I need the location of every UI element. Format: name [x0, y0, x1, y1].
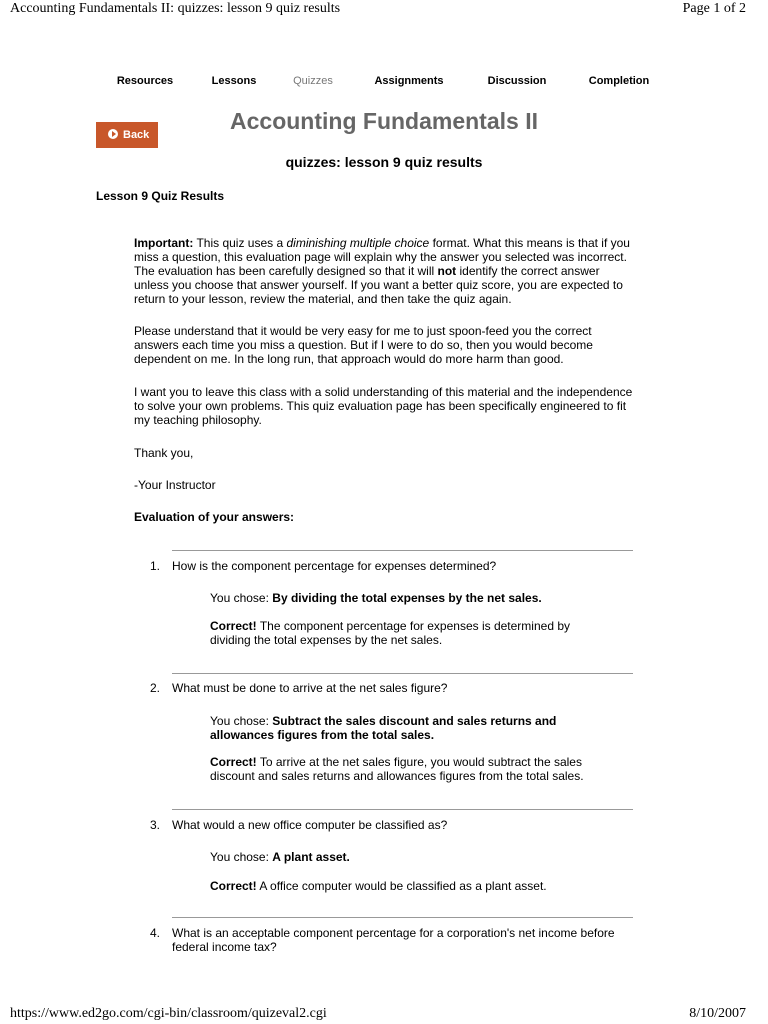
nav-quizzes[interactable]: Quizzes	[293, 75, 333, 87]
print-header	[0, 0, 768, 20]
answer-feedback: Correct! A office computer would be classified as a plant asset.	[210, 879, 547, 893]
print-header-title: Accounting Fundamentals II: quizzes: lesson 9 quiz results	[10, 1, 341, 16]
question-number: 1.	[150, 559, 161, 573]
page-title: Accounting Fundamentals II	[230, 108, 538, 134]
chosen-answer: You chose: By dividing the total expenses by the net sales.	[210, 591, 542, 605]
question-number: 4.	[150, 926, 161, 940]
nav-assignments[interactable]: Assignments	[374, 75, 444, 87]
divider	[172, 917, 633, 918]
print-header-page: Page 1 of 2	[682, 1, 746, 16]
divider	[172, 673, 633, 674]
print-footer-url: https://www.ed2go.com/cgi-bin/classroom/quizeval2.cgi	[10, 1006, 327, 1021]
main-nav	[0, 75, 768, 91]
divider	[172, 550, 633, 551]
question-number: 2.	[150, 681, 161, 695]
divider	[172, 809, 633, 810]
chosen-answer: You chose: Subtract the sales discount and sales returns and allowances figures from the total sales.	[210, 714, 557, 742]
question-text: What is an acceptable component percentage for a corporation's net income before federal income tax?	[172, 926, 615, 954]
question-text: How is the component percentage for expenses determined?	[172, 559, 497, 573]
print-footer	[0, 1006, 768, 1024]
chosen-answer: You chose: A plant asset.	[210, 850, 350, 864]
intro-paragraph-3: I want you to leave this class with a solid understanding of this material and the independence to solve your own problems. This quiz evaluation page has been specifically engineered to fit my teaching philosophy.	[134, 385, 633, 427]
print-footer-date: 8/10/2007	[689, 1006, 746, 1021]
important-paragraph: Important: This quiz uses a diminishing multiple choice format. What this means is that if you miss a question, this evaluation page will explain why the answer you selected was incorrect. The evaluation has been carefully designed so that it will not identify the correct answer unless you choose that answer yourself. If you want a better quiz score, you are expected to return to your lesson, review the material, and then take the quiz again.	[134, 236, 630, 306]
page-subtitle: quizzes: lesson 9 quiz results	[285, 154, 483, 170]
back-button-label: Back	[123, 129, 150, 141]
thank-you-text: Thank you,	[134, 446, 194, 460]
nav-discussion[interactable]: Discussion	[487, 75, 547, 87]
signature-text: -Your Instructor	[134, 478, 216, 492]
nav-lessons[interactable]: Lessons	[211, 75, 257, 87]
evaluation-heading: Evaluation of your answers:	[134, 510, 295, 524]
question-text: What must be done to arrive at the net sales figure?	[172, 681, 448, 695]
section-heading: Lesson 9 Quiz Results	[96, 189, 225, 203]
question-number: 3.	[150, 818, 161, 832]
nav-resources[interactable]: Resources	[116, 75, 174, 87]
question-text: What would a new office computer be classified as?	[172, 818, 448, 832]
nav-completion[interactable]: Completion	[588, 75, 650, 87]
answer-feedback: Correct! To arrive at the net sales figure, you would subtract the sales discount and sales returns and allowances figures from the total sales.	[210, 755, 584, 783]
intro-paragraph-2: Please understand that it would be very easy for me to just spoon-feed you the correct answers each time you miss a question. But if I were to do so, then you would become dependent on me. In the long run, that approach would do more harm than good.	[134, 324, 593, 366]
answer-feedback: Correct! The component percentage for expenses is determined by dividing the total expenses by the net sales.	[210, 619, 570, 647]
